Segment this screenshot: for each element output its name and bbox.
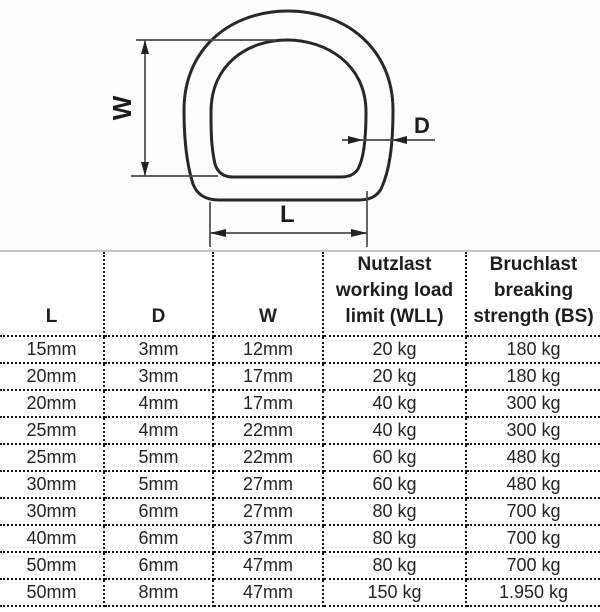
- cell-wll: 20 kg: [323, 363, 466, 390]
- cell-bs: 180 kg: [466, 363, 600, 390]
- cell-d: 3mm: [104, 336, 213, 363]
- cell-l: 50mm: [0, 579, 104, 606]
- cell-bs: 180 kg: [466, 336, 600, 363]
- cell-w: 27mm: [213, 471, 323, 498]
- col-header-bs: [466, 251, 600, 336]
- cell-l: 25mm: [0, 417, 104, 444]
- l-arrow-right-icon: [351, 229, 367, 237]
- d-dimension-label: D: [414, 113, 430, 138]
- cell-l: 30mm: [0, 498, 104, 525]
- cell-bs: 1.950 kg: [466, 579, 600, 606]
- cell-w: 37mm: [213, 525, 323, 552]
- col-header-bs-line3: strength (BS): [473, 306, 594, 327]
- cell-d: 5mm: [104, 471, 213, 498]
- cell-l: 25mm: [0, 444, 104, 471]
- cell-bs: 480 kg: [466, 471, 600, 498]
- cell-l: 15mm: [0, 336, 104, 363]
- col-header-d: D: [104, 251, 213, 336]
- ring-inner-outline: [211, 40, 366, 177]
- cell-wll: 80 kg: [323, 552, 466, 579]
- table-row: [0, 498, 600, 525]
- cell-bs: 700 kg: [466, 552, 600, 579]
- cell-l: 20mm: [0, 390, 104, 417]
- cell-w: 17mm: [213, 363, 323, 390]
- col-header-w: W: [213, 251, 323, 336]
- cell-d: 6mm: [104, 525, 213, 552]
- cell-l: 40mm: [0, 525, 104, 552]
- spec-table: [0, 250, 600, 607]
- d-arrow-left-icon: [392, 136, 407, 144]
- cell-w: 22mm: [213, 417, 323, 444]
- cell-bs: 700 kg: [466, 525, 600, 552]
- table-row: [0, 363, 600, 390]
- table-row: [0, 417, 600, 444]
- cell-wll: 40 kg: [323, 390, 466, 417]
- cell-d: 4mm: [104, 417, 213, 444]
- cell-bs: 300 kg: [466, 417, 600, 444]
- table-row: [0, 444, 600, 471]
- cell-d: 5mm: [104, 444, 213, 471]
- table-row: [0, 579, 600, 606]
- cell-w: 12mm: [213, 336, 323, 363]
- cell-d: 6mm: [104, 552, 213, 579]
- l-dimension-label: L: [280, 201, 295, 228]
- col-header-wll: [323, 251, 466, 336]
- l-arrow-left-icon: [210, 229, 226, 237]
- w-arrow-up-icon: [141, 40, 149, 54]
- cell-wll: 20 kg: [323, 336, 466, 363]
- cell-wll: 60 kg: [323, 444, 466, 471]
- cell-bs: 700 kg: [466, 498, 600, 525]
- col-header-wll-line3: limit (WLL): [345, 306, 444, 327]
- table-row: [0, 552, 600, 579]
- w-arrow-down-icon: [141, 162, 149, 176]
- cell-bs: 480 kg: [466, 444, 600, 471]
- cell-wll: 60 kg: [323, 471, 466, 498]
- d-ring-diagram: [0, 0, 600, 250]
- cell-wll: 80 kg: [323, 525, 466, 552]
- col-header-wll-line2: working load: [335, 280, 454, 301]
- cell-w: 22mm: [213, 444, 323, 471]
- col-header-bs-line1: Bruchlast: [489, 254, 578, 275]
- cell-l: 50mm: [0, 552, 104, 579]
- table-row: [0, 390, 600, 417]
- cell-wll: 80 kg: [323, 498, 466, 525]
- table-row: [0, 525, 600, 552]
- cell-wll: 150 kg: [323, 579, 466, 606]
- table-row: [0, 471, 600, 498]
- cell-w: 47mm: [213, 579, 323, 606]
- cell-d: 6mm: [104, 498, 213, 525]
- table-row: [0, 336, 600, 363]
- cell-w: 27mm: [213, 498, 323, 525]
- cell-d: 4mm: [104, 390, 213, 417]
- cell-bs: 300 kg: [466, 390, 600, 417]
- cell-d: 8mm: [104, 579, 213, 606]
- d-arrow-right-icon: [348, 136, 363, 144]
- cell-wll: 40 kg: [323, 417, 466, 444]
- cell-l: 20mm: [0, 363, 104, 390]
- cell-l: 30mm: [0, 471, 104, 498]
- w-dimension-label: W: [107, 95, 137, 121]
- cell-w: 47mm: [213, 552, 323, 579]
- col-header-bs-line2: breaking: [493, 280, 574, 301]
- cell-d: 3mm: [104, 363, 213, 390]
- cell-w: 17mm: [213, 390, 323, 417]
- header-row: [0, 251, 600, 336]
- col-header-l: L: [0, 251, 104, 336]
- d-ring-diagram-svg: [0, 0, 600, 250]
- col-header-wll-line1: Nutzlast: [357, 254, 432, 275]
